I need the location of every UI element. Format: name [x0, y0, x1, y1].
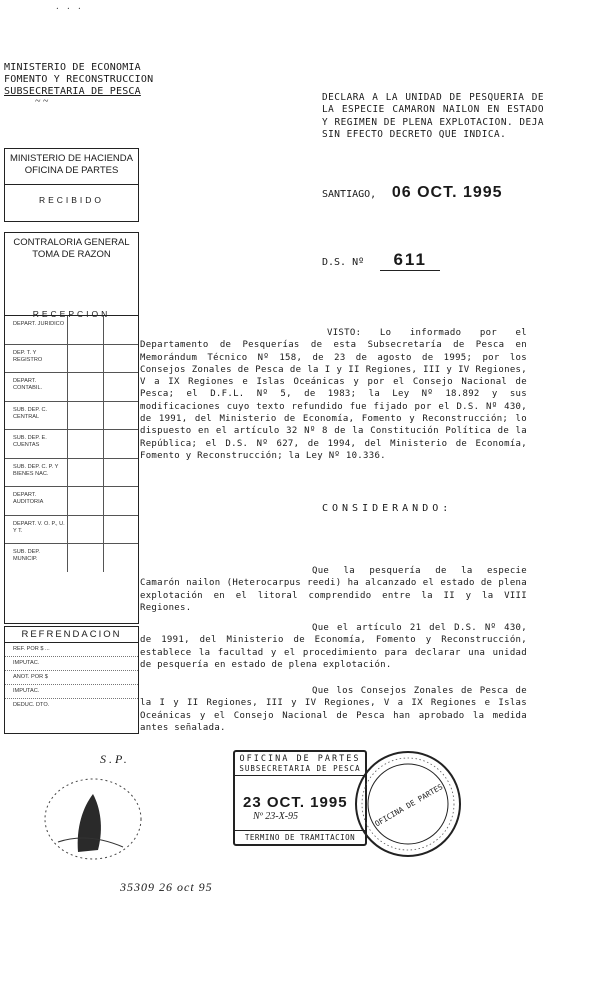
table-row: SUB. DEP. C. CENTRAL	[5, 402, 138, 431]
table-row: SUB. DEP. E. CUENTAS	[5, 430, 138, 459]
refrendacion-line: ANOT. POR $	[5, 671, 138, 685]
refrendacion-line: IMPUTAC.	[5, 685, 138, 699]
ministry-line-3: SUBSECRETARIA DE PESCA	[4, 86, 141, 97]
refrendacion-title: REFRENDACION	[5, 627, 138, 643]
contraloria-line-2: TOMA DE RAZON	[32, 249, 111, 260]
decree-number	[322, 250, 440, 271]
hacienda-line-1: MINISTERIO DE HACIENDA	[10, 153, 133, 164]
partes-handwritten: Nº 23-X-95	[253, 811, 299, 822]
considerando-heading: CONSIDERANDO:	[322, 503, 453, 514]
date-value: 06 OCT. 1995	[391, 184, 503, 201]
contraloria-recepcion: RECEPCION	[32, 309, 111, 319]
ministry-line-1: MINISTERIO DE ECONOMIA	[4, 62, 141, 73]
table-row: SUB. DEP. C. P. Y BIENES NAC.	[5, 459, 138, 488]
handwritten-bottom-number: 35309 26 oct 95	[120, 880, 213, 894]
table-row: DEPART. AUDITORIA	[5, 487, 138, 516]
ministry-line-2: FOMENTO Y RECONSTRUCCION	[4, 74, 154, 85]
ds-label: D.S. Nº	[322, 257, 365, 268]
partes-line-2: SUBSECRETARIA DE PESCA	[235, 764, 365, 776]
refrendacion-line: DEDUC. DTO.	[13, 702, 50, 708]
handwritten-sp: S.P.	[100, 752, 130, 766]
hacienda-recibido: RECIBIDO	[38, 195, 105, 205]
table-row: DEPART. V. O. P., U. Y T.	[5, 516, 138, 545]
contraloria-line-1: CONTRALORIA GENERAL	[13, 237, 130, 248]
partes-line-1: OFICINA DE PARTES	[239, 754, 361, 764]
handwritten-initials: ~ ~	[35, 96, 49, 107]
decree-title: DECLARA A LA UNIDAD DE PESQUERIA DE LA ESPECIE CAMARON NAILON EN ESTADO Y REGIMEN DE PLENA EXPLOTACION. DEJA SIN EFECTO DECRETO QUE INDICA.	[322, 92, 544, 140]
table-row: DEPART. JURIDICO	[5, 316, 138, 345]
partes-date: 23 OCT. 1995	[243, 794, 348, 811]
ministry-header	[4, 62, 153, 98]
oficina-partes-stamp	[233, 750, 367, 846]
considerando-paragraph-1: Que la pesquería de la especie Camarón nailon (Heterocarpus reedi) ha alcanzado el estado de plena explotación en el litoral comprendido entre la II y la VIII Regiones.	[140, 566, 527, 613]
visto-paragraph: VISTO: Lo informado por el Departamento de Pesquerías de esta Subsecretaría de Pesca en Memorándum Técnico Nº 158, de 23 de agosto de 1995; por los Consejos Zonales de Pesca de la I y II Regiones, III y IV Regiones, V a IX Regiones e Islas Oceánicas y por el Consejo Nacional de Pesca; el D.F.L. Nº 5, de 1983; la Ley Nº 18.892 y sus modificaciones cuyo texto refundido fue fijado por el D.S. Nº 430, de 1991, del Ministerio de Economía, Fomento y Reconstrucción; lo dispuesto en el artículo 32 Nº 8 de la Constitución Política de la República; el D.S. Nº 627, de 1994, del Ministerio de Economía, Fomento y Reconstrucción; la Ley Nº 10.336.	[140, 328, 527, 461]
refrendacion-line: REF. POR $ ...	[5, 643, 138, 657]
date-label: SANTIAGO,	[322, 189, 377, 200]
considerando-paragraph-2: Que el artículo 21 del D.S. Nº 430, de 1991, del Ministerio de Economía, Fomento y Reconstrucción, establece la facultad y el procedimiento para declarar una unidad de pesquería en estado de plena explotación.	[140, 623, 527, 670]
refrendacion-line: IMPUTAC.	[5, 657, 138, 671]
contraloria-stamp	[4, 232, 139, 624]
decree-date	[322, 182, 503, 202]
round-seal-text: OFICINA DE PARTES	[373, 782, 445, 829]
handwritten-mark-top: · · ·	[56, 4, 84, 15]
table-row: DEPART. CONTABIL.	[5, 373, 138, 402]
round-official-seal	[352, 748, 464, 860]
table-row: DEP. T. Y REGISTRO	[5, 345, 138, 374]
hacienda-stamp	[4, 148, 139, 222]
contraloria-table	[5, 315, 138, 572]
considerando-paragraph-3: Que los Consejos Zonales de Pesca de la I y II Regiones, III y IV Regiones, V a IX Regiones e Islas Oceánicas y el Consejo Nacional de Pesca han aprobado la medida antes señalada.	[140, 686, 527, 733]
signature-seal-mark	[38, 772, 148, 867]
hacienda-line-2: OFICINA DE PARTES	[24, 165, 119, 176]
partes-footer: TERMINO DE TRAMITACION	[235, 830, 365, 844]
table-row: SUB. DEP. MUNICIP.	[5, 544, 138, 572]
ds-number: 611	[380, 250, 440, 271]
refrendacion-stamp	[4, 626, 139, 734]
